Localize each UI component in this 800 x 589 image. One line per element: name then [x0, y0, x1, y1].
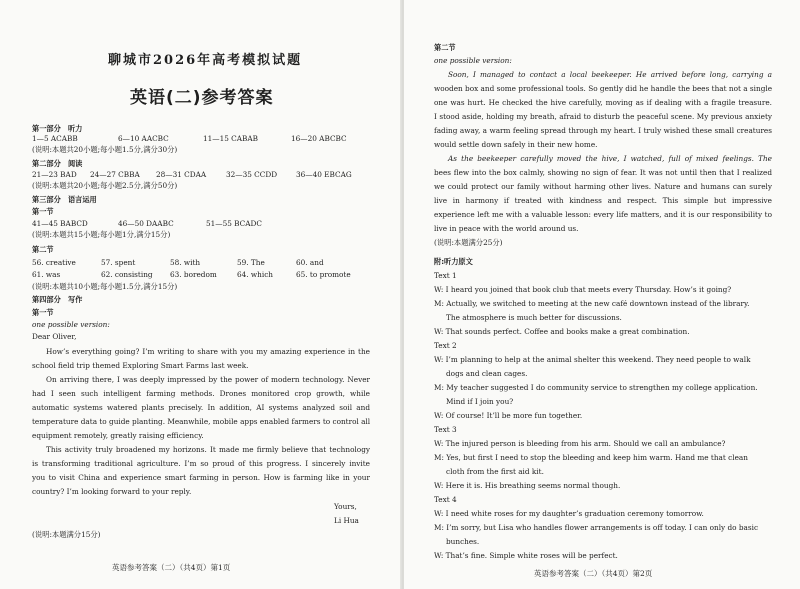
- transcript-line: M: Yes, but first I need to stop the bleeding and keep him warm. Hand me that clean: [434, 453, 748, 462]
- scoring-note: (说明:本题满分15分): [32, 530, 101, 539]
- transcript-line: W: That sounds perfect. Coffee and books make a great combination.: [434, 327, 690, 336]
- story-line: experience left me with a valuable lesson: every life matters, and it is our responsibility to: [434, 210, 772, 219]
- grammar-answer: 62. consisting: [101, 270, 153, 279]
- grammar-answer: 59. The: [237, 258, 265, 267]
- grammar-answer: 60. and: [296, 258, 324, 267]
- grammar-answer: 58. with: [170, 258, 201, 267]
- answer-group: 1—5 ACABB: [32, 134, 78, 143]
- grammar-answer: 63. boredom: [170, 270, 217, 279]
- transcript-line: W: That’s fine. Simple white roses will be perfect.: [434, 551, 618, 560]
- letter-closing: Yours,: [334, 502, 357, 511]
- transcript-line: W: The injured person is bleeding from his arm. Should we call an ambulance?: [434, 439, 726, 448]
- section-heading: 第二节: [32, 245, 54, 254]
- transcript-line: dogs and clean cages.: [446, 369, 528, 378]
- scoring-note: (说明:本题共20小题;每小题2.5分,满分50分): [32, 181, 178, 190]
- letter-greeting: Dear Oliver,: [32, 332, 77, 341]
- transcript-line: W: Of course! It’ll be more fun together.: [434, 411, 583, 420]
- story-line: wooden box and some professional tools. So gently did he handle the bees that not a single: [434, 84, 773, 93]
- grammar-answer: 56. creative: [32, 258, 76, 267]
- part1-heading: 第一部分 听力: [32, 124, 83, 133]
- page-footer: 英语参考答案（二）（共4页）第2页: [534, 569, 653, 578]
- transcript-line: cloth from the first aid kit.: [446, 467, 544, 476]
- answer-group: 41—45 BABCD: [32, 219, 88, 228]
- letter-line: How’s everything going? I’m writing to share with you my amazing experience in the: [46, 347, 370, 356]
- answer-group: 51—55 BCADC: [206, 219, 262, 228]
- possible-version-label: one possible version:: [434, 56, 512, 65]
- story-line: Soon, I managed to contact a local beekeeper. He arrived before long, carrying a: [448, 70, 772, 79]
- answer-group: 28—31 CDAA: [156, 170, 207, 179]
- story-line: we could protect our family without harming other lives. Nature and humans can surely: [434, 182, 772, 191]
- scoring-note: (说明:本题共10小题;每小题1.5分,满分15分): [32, 282, 178, 291]
- scoring-note: (说明:本题共15小题;每小题1分,满分15分): [32, 230, 171, 239]
- exam-title: 聊城市2026年高考模拟试题: [108, 53, 303, 68]
- transcript-label: Text 4: [434, 495, 457, 504]
- answer-group: 21—23 BAD: [32, 170, 77, 179]
- transcript-line: The atmosphere is much better for discussions.: [446, 313, 622, 322]
- letter-line: automatic systems watered plants precisely. In addition, AI systems analyzed soil and: [32, 403, 370, 412]
- letter-line: school field trip themed Exploring Smart Farms last week.: [32, 361, 249, 370]
- letter-line: is transforming traditional agriculture. I’m so proud of this progress. I sincerely invite: [32, 459, 370, 468]
- story-line: fading away, a warm feeling spread through my heart. I truly wished these small creatures: [434, 126, 772, 135]
- letter-line: On arriving there, I was deeply impressed by the power of modern technology. Never: [46, 375, 370, 384]
- part3-heading: 第三部分 语言运用: [32, 195, 97, 204]
- answer-group: 11—15 CABAB: [203, 134, 259, 143]
- part4-heading: 第四部分 写作: [32, 295, 83, 304]
- grammar-answer: 65. to promote: [296, 270, 351, 279]
- page-2: [404, 0, 800, 589]
- letter-line: country? I’m looking forward to your reply.: [32, 487, 192, 496]
- possible-version-label: one possible version:: [32, 320, 110, 329]
- letter-line: you to visit China and experience smart farming in person. How is farming like in your: [32, 473, 370, 482]
- scoring-note: (说明:本题满分25分): [434, 238, 503, 247]
- answer-group: 24—27 CBBA: [90, 170, 140, 179]
- answer-group: 36—40 EBCAG: [296, 170, 352, 179]
- section-heading: 第二节: [434, 43, 456, 52]
- answer-group: 16—20 ABCBC: [291, 134, 347, 143]
- transcript-line: W: I’m planning to help at the animal shelter this weekend. They need people to walk: [434, 355, 751, 364]
- page-footer: 英语参考答案（二）（共4页）第1页: [112, 563, 231, 572]
- letter-line: had I seen such intelligent farming methods. Drones monitored crop growth, while: [32, 389, 370, 398]
- letter-line: This activity truly broadened my horizons. It made me firmly believe that technology: [46, 445, 370, 454]
- transcript-line: W: Here it is. His breathing seems normal though.: [434, 481, 621, 490]
- transcript-line: Mind if I join you?: [446, 397, 514, 406]
- section-heading: 第一节: [32, 207, 54, 216]
- transcript-line: M: My teacher suggested I do community service to strengthen my college application.: [434, 383, 758, 392]
- letter-signature: Li Hua: [334, 516, 359, 525]
- story-line: bees flew into the box calmly, showing no sign of fear. It was not until then that I realized: [434, 168, 772, 177]
- story-line: live in peace with the world around us.: [434, 224, 579, 233]
- transcript-line: bunches.: [446, 537, 480, 546]
- transcript-label: Text 1: [434, 271, 457, 280]
- transcript-line: W: I heard you joined that book club that meets every Thursday. How’s it going?: [434, 285, 732, 294]
- answer-group: 32—35 CCDD: [226, 170, 278, 179]
- story-line: As the beekeeper carefully moved the hive, I watched, full of mixed feelings. The: [448, 154, 772, 163]
- letter-line: equipment remotely, greatly raising efficiency.: [32, 431, 204, 440]
- transcript-line: M: I’m sorry, but Lisa who handles flower arrangements is off today. I can only do basic: [434, 523, 759, 532]
- grammar-answer: 64. which: [237, 270, 273, 279]
- part2-heading: 第二部分 阅读: [32, 159, 83, 168]
- answer-group: 46—50 DAABC: [118, 219, 174, 228]
- story-line: would settle down safely in their new home.: [434, 140, 598, 149]
- story-line: live in harmony if treated with kindness and respect. This simple but impressive: [434, 196, 772, 205]
- letter-line: temperature data to guide planting. Meanwhile, mobile apps enabled farmers to control all: [32, 417, 371, 426]
- transcript-label: Text 2: [434, 341, 457, 350]
- appendix-heading: 附:听力原文: [434, 257, 473, 266]
- answer-group: 6—10 AACBC: [118, 134, 169, 143]
- grammar-answer: 61. was: [32, 270, 61, 279]
- transcript-label: Text 3: [434, 425, 457, 434]
- transcript-line: M: Actually, we switched to meeting at the new café downtown instead of the library.: [434, 299, 750, 308]
- grammar-answer: 57. spent: [101, 258, 136, 267]
- story-line: one was hurt. He checked the hive carefully, moving as if dealing with a fragile treasure.: [434, 98, 772, 107]
- story-line: I stood aside, holding my breath, afraid to disturb the peaceful scene. My previous anxiety: [434, 112, 772, 121]
- section-heading: 第一节: [32, 308, 54, 317]
- answer-key-title: 英语(二)参考答案: [130, 88, 274, 108]
- transcript-line: W: I need white roses for my daughter’s graduation ceremony tomorrow.: [434, 509, 704, 518]
- scoring-note: (说明:本题共20小题;每小题1.5分,满分30分): [32, 145, 178, 154]
